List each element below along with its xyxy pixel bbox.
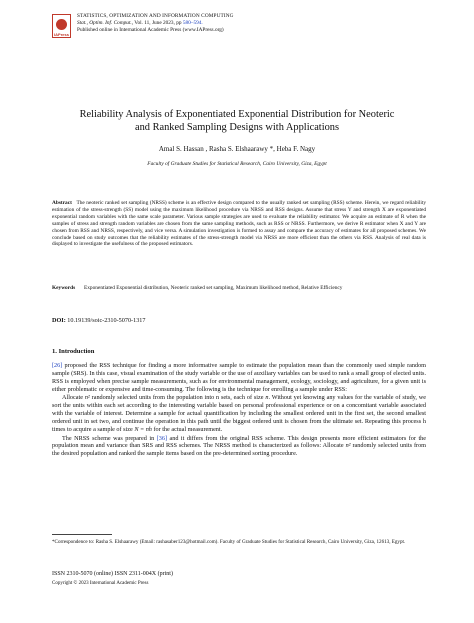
p2-text-b: randomly selected units from the population into n sets, each of size (89, 394, 266, 402)
paragraph-1-text: proposed the RSS technique for finding a more informative sample to estimate the population mean than the commonly used simple random sample (SRS). In this case, visual examination of the study variable or the use of auxiliary variables can be used to rank a small group of elected units. RSS is employed when precise sample measurements, such as for environmental management, ecology, sociology, and agriculture, for a given unit is either problematic or expensive and time-consuming. The following is the technique for enrolling a sample under RSS: (52, 362, 426, 393)
p3-text-b: and it differs from the original RSS scheme. This design presents more efficient estimators for the population mean and variance than SRS and RSS schemes. The NRSS method is characterized as follows: Allocate (52, 434, 427, 450)
math-n: n (265, 394, 269, 402)
footnote-rule (52, 534, 112, 535)
doi (52, 317, 146, 324)
keywords-text: Exponentiated Exponential distribution, Neoteric ranked set sampling, Maximum likelihood method, Relative Efficiency (84, 285, 343, 291)
citation-link-26[interactable]: [26] (52, 362, 63, 369)
published-online: Published online in International Academic Press (www.IAPress.org) (77, 27, 224, 33)
issn: ISSN 2310-5070 (online) ISSN 2311-004X (print) (52, 571, 173, 577)
footnote: *Correspondence to: Rasha S. Elshaarawy (Email: rashasaber123@hotmail.com). Faculty of Graduate Studies for Statistical Research, Cairo University, Giza, 12613, Egypt. (52, 539, 406, 545)
abstract-text: The neoteric ranked set sampling (NRSS) scheme is an effective design compared to the usually ranked set sampling (RSS) scheme. Herein, we regard reliability estimation of the stress-strength (SS) model using the maximum likelihood procedure via NRSS and RSS designs. Assume that stress Y and strength X are exponentiated exponential random variables with the same scale parameter. Various sample strategies are used to evaluate the reliability estimator. We acquire an estimate of R when the samples of stress and strength random variables are chosen from the same sampling methods, such as RSS or NRSS. Furthermore, we derive R estimator when X and Y are chosen from RSS and NRSS, respectively, and vice versa. A simulation investigation is formed to assay and compare the accuracy of estimates for all proposed schemes. We conclude based on study outcomes that the reliability estimates of the stress-strength model via NRSS are more efficient than the others via RSS. Analysis of real data is displayed to investigate the usefulness of the proposed estimators. (52, 200, 426, 248)
journal-header (77, 13, 234, 34)
section-body (52, 362, 426, 459)
math-n-squared: n² (84, 394, 90, 402)
keywords (52, 285, 426, 292)
pages-link[interactable]: 580–594. (182, 20, 203, 26)
copyright: Copyright © 2023 International Academic Press (52, 581, 149, 586)
paragraph-1 (52, 362, 426, 393)
keywords-label: Keywords (52, 285, 76, 291)
citation-link-36[interactable]: [36] (156, 434, 168, 442)
p3-text-c: randomly selected units from the desired population and ranked the sample items based on the pre-determined sorting procedure. (52, 442, 426, 458)
journal-citation (77, 20, 234, 27)
logo-mark-icon (56, 19, 67, 30)
abstract-label: Abstract (52, 200, 72, 206)
publisher-logo (52, 14, 71, 38)
p3-text-a: The NRSS scheme was prepared in (62, 434, 157, 442)
math-N-eq: N = nh (134, 425, 152, 433)
math-n-squared-2: n² (345, 442, 351, 450)
section-title: 1. Introduction (52, 348, 95, 355)
doi-label: DOI: (52, 317, 66, 324)
p2-text-c: . Without yet knowing any values for the variable of study, we sort the units within each set according to the interesting variable based on personal professional experience or on a concomitant variable associated with the variable of interest. Determine a sample for actual quantification by including the smallest ordered unit in the first set, the second smallest ordered unit in set two, and continue the operation in this path until the biggest ordered unit is chosen from the ultimate set. Repeating this process h times to acquire a sample of size (52, 394, 426, 433)
logo-text: IAPress (54, 32, 69, 37)
paragraph-2 (52, 394, 426, 433)
citation-prefix: Stat., Optim. Inf. Comput., (77, 20, 134, 26)
title-line-1: Reliability Analysis of Exponentiated Exponential Distribution for Neoteric (79, 109, 395, 120)
p2-text-d: for the actual measurement. (151, 425, 223, 433)
citation-suffix: Vol. 11, June 2023, pp (134, 20, 182, 26)
p2-text-a: Allocate (62, 394, 85, 402)
affiliation: Faculty of Graduate Studies for Statistical Research, Cairo University, Giza, Egypt (147, 161, 327, 167)
author-list: Amal S. Hassan , Rasha S. Elshaarawy *, Heba F. Nagy (158, 145, 316, 153)
doi-value[interactable]: 10.19139/soic-2310-5070-1317 (67, 317, 146, 324)
title-line-2: and Ranked Sampling Designs with Applications (134, 122, 340, 133)
abstract (52, 200, 426, 248)
paper-title (40, 108, 434, 134)
journal-name: STATISTICS, OPTIMIZATION AND INFORMATION COMPUTING (77, 13, 234, 19)
paragraph-3 (52, 435, 426, 459)
